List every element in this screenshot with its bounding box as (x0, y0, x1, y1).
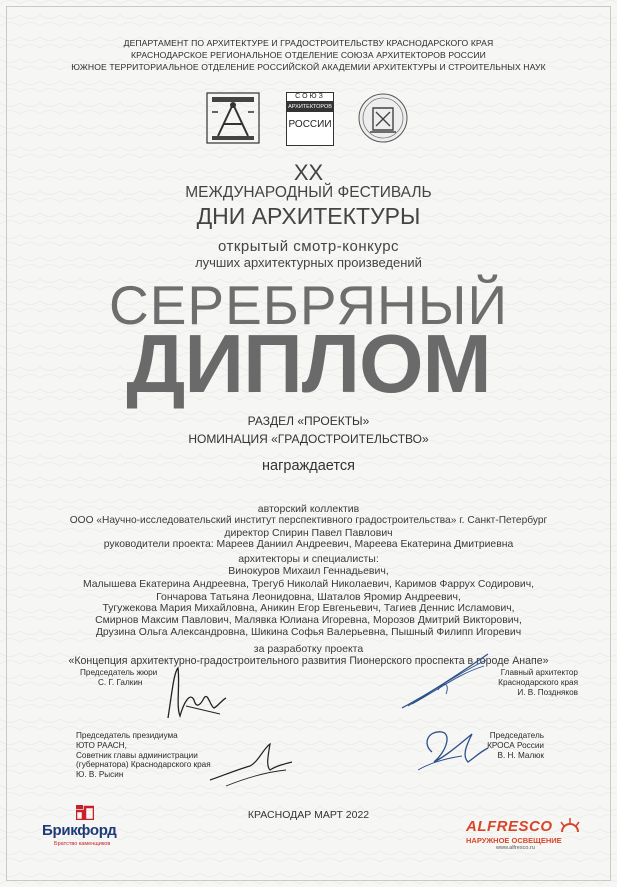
chief-architect-signature (398, 650, 494, 712)
brikford-mark-icon (76, 805, 94, 820)
body-line: Малышева Екатерина Андреевна, Трегуб Николай Николаевич, Каримов Фаррух Содирович, (82, 579, 535, 590)
festival-number: XX (293, 160, 324, 185)
body-line: руководители проекта: Мареев Даниил Андреевич, Мареева Екатерина Дмитриевна (103, 539, 514, 550)
body-line: ООО «Научно-исследовательский институт перспективного градостроительства» г. Санкт-Петербург (69, 515, 548, 526)
body-line: Смирнов Максим Павлович, Малявка Юлиана Игоревна, Морозов Дмитрий Викторович, (95, 615, 522, 626)
header-line-3: ЮЖНОЕ ТЕРРИТОРИАЛЬНОЕ ОТДЕЛЕНИЕ РОССИЙСКОЙ АКАДЕМИИ АРХИТЕКТУРЫ И СТРОИТЕЛЬНЫХ НАУК (71, 62, 546, 72)
body-line: Винокуров Михаил Геннадьевич, (228, 565, 389, 577)
body-line: Гончарова Татьяна Леонидовна, Шаталов Яромир Андреевич, (156, 591, 461, 603)
union-of-architects-logo: СОЮЗ АРХИТЕКТОРОВ РОССИИ (286, 92, 334, 146)
body-line: Друзина Ольга Александровна, Шикина Софья Валерьевна, Пышный Филипп Игоревич (95, 627, 522, 638)
festival-type: МЕЖДУНАРОДНЫЙ ФЕСТИВАЛЬ (185, 184, 432, 201)
diploma-page: ДЕПАРТАМЕНТ ПО АРХИТЕКТУРЕ И ГРАДОСТРОИТЕЛЬСТВУ КРАСНОДАРСКОГО КРАЯ КРАСНОДАРСКОЕ РЕГИОНАЛЬНОЕ ОТДЕЛЕНИЕ СОЮЗА АРХИТЕКТОРОВ РОССИИ ЮЖНОЕ ТЕРРИТОРИАЛЬНОЕ ОТДЕЛЕНИЕ РОССИЙСКОЙ АКАДЕМИИ АРХИТЕКТУРЫ И СТРОИТЕЛЬНЫХ НАУК СОЮЗ АРХИТЕКТОРОВ РОССИИ XX МЕЖДУНАРОДНЫЙ ФЕСТИВАЛЬ ДНИ АРХИТЕКТУРЫ открытый смотр-конкурс лучших архитектурных произведений СЕРЕБРЯНЫЙ ДИПЛОМ РАЗДЕЛ «ПРОЕКТЫ» НОМИНАЦИЯ «ГРАДОСТРОИТЕЛЬСТВО» награждается авторский коллектив ООО «Научно-исследовательский институт перспективного градостроительства» г. Санкт-Петербург директор Спирин Павел Павлович руководители проекта: Мареев Даниил Андреевич, Мареева Екатерина Дмитриевна архитекторы и специалисты: Винокуров Михаил Геннадьевич, Малышева Екатерина Андреевна, Трегуб Николай Николаевич, Каримов Фаррух Содирович, Гончарова Татьяна Леонидовна, Шаталов Яромир Андреевич, Тугужекова Мария Михайловна, Аникин Егор Евгеньевич, Тагиев Деннис Исламович, Смирнов Максим Павлович, Малявка Юлиана Игоревна, Морозов Дмитрий Викторович, Друзина Ольга Александровна, Шикина Софья Валерьевна, Пышный Филипп Игоревич за разработку проекта «Концепция архитектурно-градостроительного развития Пионерского проспекта в городе Анапе» Председатель жюри С. Г. Галкин Главный архитектор Краснодарского края И. В. Поздняков Председатель президиума ЮТО РААСН, Советник главы администрации (губернатора) Краснодарского края Ю. В. Рысин Председатель КРОСА России В. Н. Малюк КРАСНОДАР МАРТ 2022 Брикфорд Братство каменщиков ALFRESCO НАРУЖНОЕ ОСВЕЩЕНИЕ www.alfresco.ru (0, 0, 617, 887)
contest-line-2: лучших архитектурных произведений (195, 255, 422, 270)
section-label: РАЗДЕЛ «ПРОЕКТЫ» (247, 414, 370, 428)
architecture-department-logo (206, 92, 260, 144)
body-line: за разработку проекта (253, 643, 364, 655)
presidium-chair-signature (206, 740, 298, 790)
body-line: архитекторы и специалисты: (238, 553, 379, 565)
body-line: «Концепция архитектурно-градостроительного развития Пионерского проспекта в городе Анапе» (68, 655, 549, 667)
header-line-2: КРАСНОДАРСКОЕ РЕГИОНАЛЬНОЕ ОТДЕЛЕНИЕ СОЮЗА АРХИТЕКТОРОВ РОССИИ (131, 50, 486, 60)
diploma-grade: СЕРЕБРЯНЫЙ (108, 274, 508, 336)
nomination-label: НОМИНАЦИЯ «ГРАДОСТРОИТЕЛЬСТВО» (188, 432, 429, 446)
body-line: Тугужекова Мария Михайловна, Аникин Егор Евгеньевич, Тагиев Деннис Исламович, (102, 603, 515, 614)
alfresco-sun-icon (560, 816, 580, 834)
krosa-chair-block: Председатель КРОСА России В. Н. Малюк (487, 731, 544, 760)
alfresco-logo: ALFRESCO НАРУЖНОЕ ОСВЕЩЕНИЕ www.alfresco.ru (466, 818, 582, 851)
jury-chair-signature (160, 662, 230, 724)
jury-chair-block: Председатель жюри С. Г. Галкин (80, 668, 158, 687)
diploma-title: ДИПЛОМ (126, 317, 491, 410)
chief-architect-block: Главный архитектор Краснодарского края И. В. Поздняков (498, 668, 578, 697)
contest-line-1: открытый смотр-конкурс (217, 238, 400, 255)
place-date: КРАСНОДАР МАРТ 2022 (247, 809, 370, 821)
krosa-chair-signature (412, 722, 492, 778)
body-line: авторский коллектив (257, 503, 360, 515)
header-line-1: ДЕПАРТАМЕНТ ПО АРХИТЕКТУРЕ И ГРАДОСТРОИТЕЛЬСТВУ КРАСНОДАРСКОГО КРАЯ (123, 38, 494, 48)
body-line: директор Спирин Павел Павлович (224, 527, 393, 539)
festival-name: ДНИ АРХИТЕКТУРЫ (196, 203, 421, 229)
russian-academy-architecture-logo (356, 92, 410, 144)
presidium-chair-block: Председатель президиума ЮТО РААСН, Советник главы администрации (губернатора) Краснодарского края Ю. В. Рысин (76, 731, 211, 780)
awarded-label: награждается (262, 458, 355, 474)
